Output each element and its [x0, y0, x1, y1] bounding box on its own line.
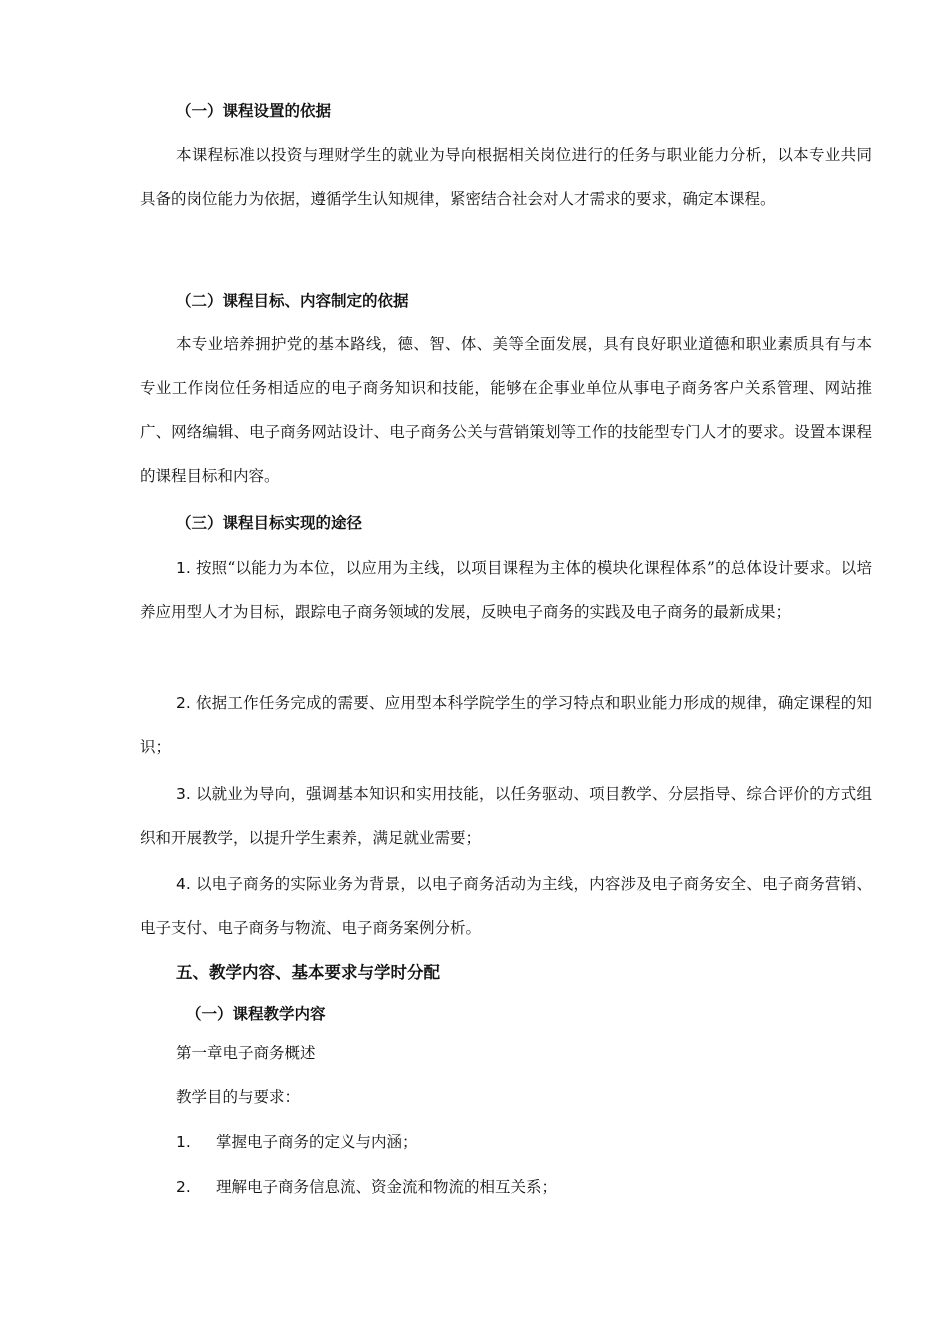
chapter-1-title: 第一章电子商务概述 [176, 1044, 316, 1062]
objective-text: 掌握电子商务的定义与内涵； [216, 1133, 418, 1151]
heading-goal-basis: （二）课程目标、内容制定的依据 [176, 292, 409, 310]
heading-course-basis: （一）课程设置的依据 [176, 102, 332, 120]
path-item-number: 3. [176, 785, 191, 803]
path-item-text: 按照“以能力为本位，以应用为主线，以项目课程为主体的模块化课程体系”的总体设计要求。以培养应用型人才为目标，跟踪电子商务领域的发展，反映电子商务的实践及电子商务的最新成果； [140, 559, 872, 621]
paragraph-goal-basis: 本专业培养拥护党的基本路线，德、智、体、美等全面发展，具有良好职业道德和职业素质具有与本专业工作岗位任务相适应的电子商务知识和技能，能够在企事业单位从事电子商务客户关系管理、网站推广、网络编辑、电子商务网站设计、电子商务公关与营销策划等工作的技能型专门人才的要求。设置本课程的课程目标和内容。 [140, 335, 872, 485]
heading-course-content: （一）课程教学内容 [186, 1005, 326, 1023]
path-item-2 [140, 681, 872, 769]
path-item-text: 以就业为导向，强调基本知识和实用技能，以任务驱动、项目教学、分层指导、综合评价的方式组织和开展教学，以提升学生素养，满足就业需要； [140, 785, 872, 847]
path-item-1 [140, 546, 872, 634]
path-item-text: 依据工作任务完成的需要、应用型本科学院学生的学习特点和职业能力形成的规律，确定课程的知识； [140, 694, 872, 756]
objective-number: 1. [176, 1133, 191, 1151]
path-item-4 [140, 862, 872, 950]
path-item-3 [140, 772, 872, 860]
path-item-number: 2. [176, 694, 191, 712]
path-item-number: 4. [176, 875, 191, 893]
heading-chapter-5: 五、教学内容、基本要求与学时分配 [176, 963, 440, 982]
objective-item-2 [176, 1175, 557, 1199]
path-item-number: 1. [176, 559, 191, 577]
objective-item-1 [176, 1130, 418, 1154]
objectives-label: 教学目的与要求： [176, 1088, 301, 1106]
paragraph-course-basis: 本课程标准以投资与理财学生的就业为导向根据相关岗位进行的任务与职业能力分析，以本专业共同具备的岗位能力为依据，遵循学生认知规律，紧密结合社会对人才需求的要求，确定本课程。 [140, 146, 872, 208]
path-item-text: 以电子商务的实际业务为背景，以电子商务活动为主线，内容涉及电子商务安全、电子商务营销、电子支付、电子商务与物流、电子商务案例分析。 [140, 875, 872, 937]
heading-goal-path: （三）课程目标实现的途径 [176, 514, 363, 532]
objective-text: 理解电子商务信息流、资金流和物流的相互关系； [216, 1178, 558, 1196]
objective-number: 2. [176, 1178, 191, 1196]
